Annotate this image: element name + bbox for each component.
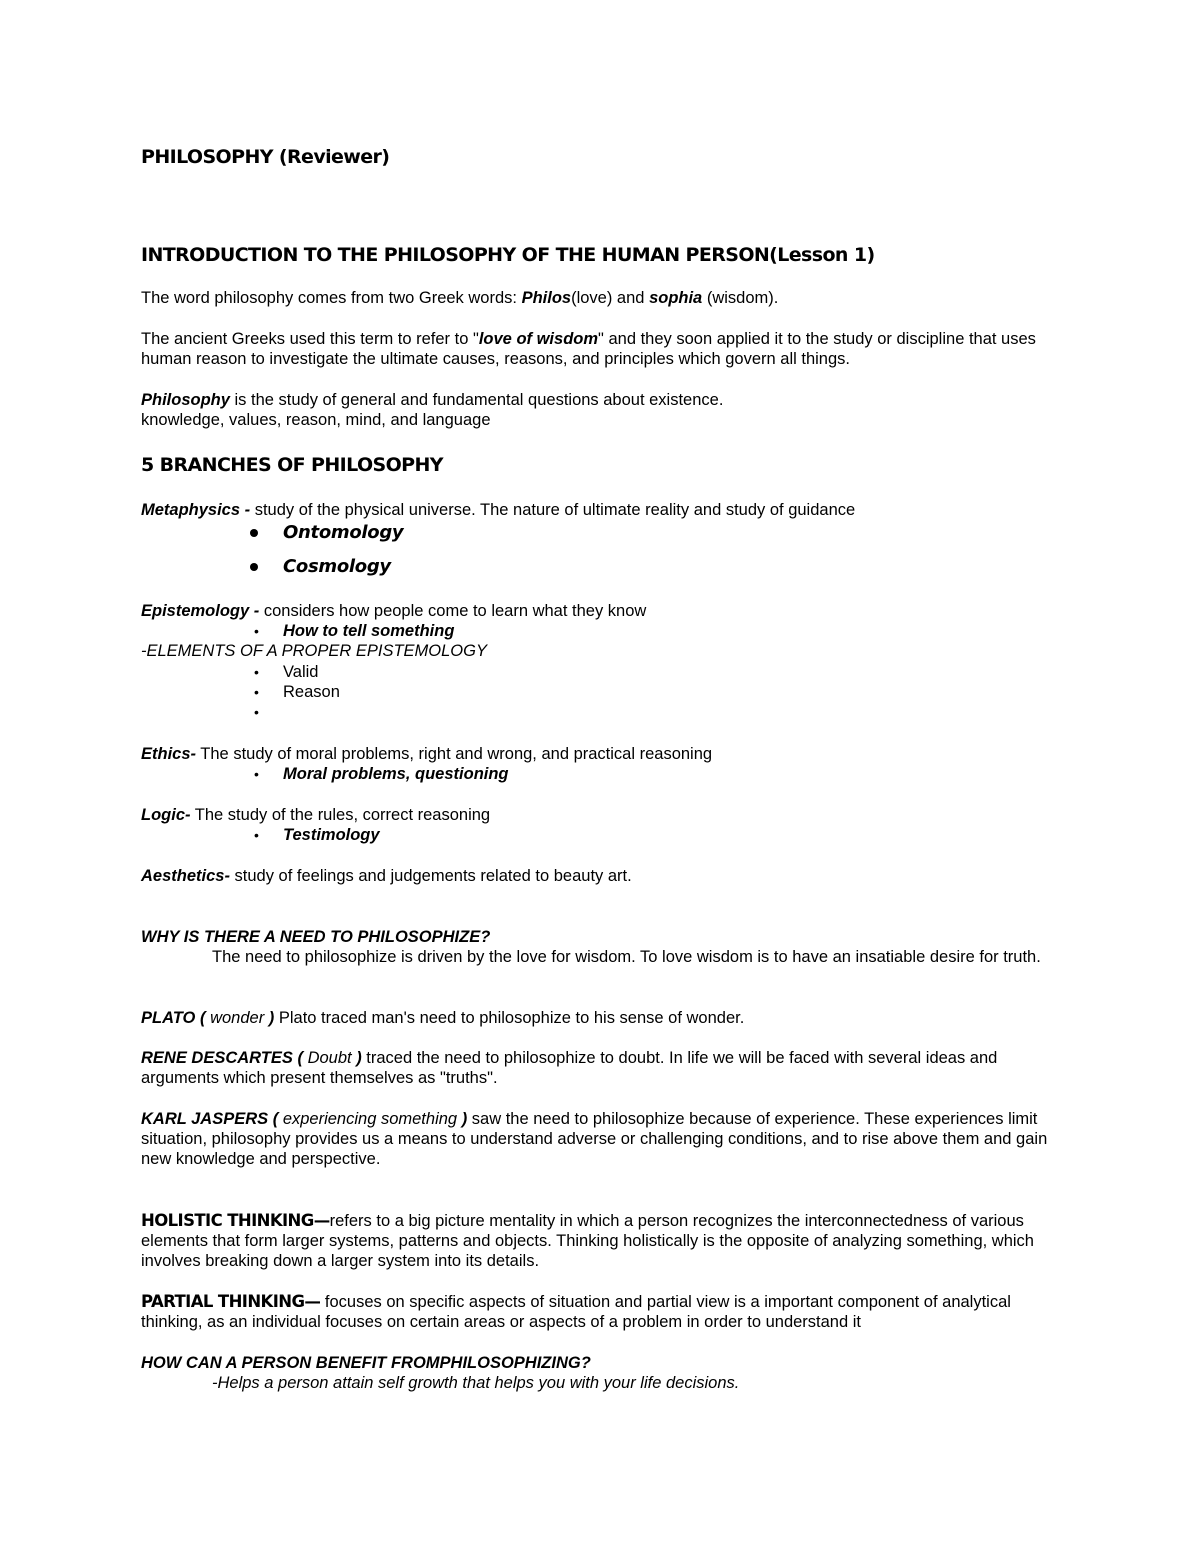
partial-paragraph xyxy=(141,1292,1066,1332)
why-text: The need to philosophize is driven by the love for wisdom. To love wisdom is to have an insatiable desire for truth. xyxy=(212,948,1041,966)
intro-text: The ancient Greeks used this term to refer to " xyxy=(141,330,479,348)
benefit-heading: HOW CAN A PERSON BENEFIT FROMPHILOSOPHIZING? xyxy=(141,1354,591,1372)
list-item xyxy=(250,702,650,722)
intro-text: (love) and xyxy=(571,289,650,307)
bullet-icon: • xyxy=(254,704,259,720)
descartes-paragraph xyxy=(141,1048,1066,1088)
list-item-text: Moral problems, questioning xyxy=(283,765,509,783)
term-philosophy: Philosophy xyxy=(141,391,230,409)
list-item-text: How to tell something xyxy=(283,622,455,640)
metaphysics-definition xyxy=(141,500,1066,520)
term-philos: Philos xyxy=(521,289,572,307)
paragraph-text: traced the need to philosophize to doubt. In life we will be faced with several ideas and arguments which present themselves as "truths". xyxy=(141,1049,998,1087)
paren-text: Doubt xyxy=(302,1049,357,1067)
list-item-text: Ontomology xyxy=(283,522,404,543)
definition-text: The study of the rules, correct reasoning xyxy=(190,806,491,824)
list-item-text: Testimology xyxy=(283,826,380,844)
bullet-icon: • xyxy=(254,664,259,680)
term-ethics: Ethics- xyxy=(141,745,197,763)
intro-paragraph-3 xyxy=(141,390,1066,430)
bullet-icon xyxy=(250,563,258,571)
why-heading: WHY IS THERE A NEED TO PHILOSOPHIZE? xyxy=(141,928,491,946)
document-title: PHILOSOPHY (Reviewer) xyxy=(141,146,390,168)
paragraph-text: Plato traced man's need to philosophize to his sense of wonder. xyxy=(274,1009,745,1027)
list-item xyxy=(250,662,650,682)
intro-text: (wisdom). xyxy=(702,289,779,307)
definition-text: considers how people come to learn what they know xyxy=(259,602,647,620)
list-item-text: Reason xyxy=(283,683,340,701)
list-item xyxy=(250,682,650,702)
paren-text: wonder xyxy=(205,1009,269,1027)
name-plato: PLATO ( xyxy=(141,1009,206,1027)
term-love-of-wisdom: love of wisdom xyxy=(478,330,599,348)
intro-text: knowledge, values, reason, mind, and language xyxy=(141,411,491,429)
list-item xyxy=(250,522,650,546)
term-holistic-thinking: HOLISTIC THINKING— xyxy=(141,1211,330,1230)
name-jaspers: KARL JASPERS ( xyxy=(141,1110,279,1128)
branches-heading: 5 BRANCHES OF PHILOSOPHY xyxy=(141,454,443,476)
paragraph-text: refers to a big picture mentality in which a person recognizes the interconnectedness of various elements that form larger systems, patterns and objects. Thinking holistically is the opposite of analyzing something, which involves breaking down a larger system into its details. xyxy=(141,1212,1034,1270)
paren-close: ) xyxy=(461,1110,468,1128)
jaspers-paragraph xyxy=(141,1109,1066,1169)
paren-text: experiencing something xyxy=(278,1110,462,1128)
list-item xyxy=(250,621,650,641)
bullet-icon: • xyxy=(254,827,259,843)
benefit-text: -Helps a person attain self growth that helps you with your life decisions. xyxy=(212,1374,740,1392)
intro-paragraph-2 xyxy=(141,329,1066,369)
holistic-paragraph xyxy=(141,1211,1066,1271)
term-sophia: sophia xyxy=(649,289,703,307)
elements-heading: -ELEMENTS OF A PROPER EPISTEMOLOGY xyxy=(141,642,487,660)
list-item xyxy=(250,556,650,580)
name-descartes: RENE DESCARTES ( xyxy=(141,1049,303,1067)
intro-text: " and they soon applied it to the study or discipline that uses human reason to investigate the ultimate causes, reasons, and principles which govern all things. xyxy=(141,330,1036,368)
ethics-definition xyxy=(141,744,1066,764)
definition-text: study of the physical universe. The nature of ultimate reality and study of guidance xyxy=(250,501,856,519)
plato-paragraph xyxy=(141,1008,1066,1028)
term-logic: Logic- xyxy=(141,806,191,824)
definition-text: The study of moral problems, right and wrong, and practical reasoning xyxy=(196,745,713,763)
bullet-icon: • xyxy=(254,623,259,639)
bullet-icon: • xyxy=(254,684,259,700)
list-item-text: Valid xyxy=(283,663,319,681)
lesson-heading: INTRODUCTION TO THE PHILOSOPHY OF THE HUMAN PERSON(Lesson 1) xyxy=(141,244,875,266)
list-item-text: Cosmology xyxy=(283,556,391,577)
aesthetics-definition xyxy=(141,866,1066,886)
list-item xyxy=(250,764,650,784)
definition-text: study of feelings and judgements related to beauty art. xyxy=(229,867,632,885)
paren-close: ) xyxy=(356,1049,362,1067)
term-aesthetics: Aesthetics- xyxy=(141,867,230,885)
paren-close: ) xyxy=(268,1009,275,1027)
intro-text: is the study of general and fundamental questions about existence. xyxy=(229,391,724,409)
paragraph-text: saw the need to philosophize because of experience. These experiences limit situation, philosophy provides us a means to understand adverse or challenging conditions, and to rise above them and gain new knowledge and perspective. xyxy=(141,1110,1048,1168)
bullet-icon: • xyxy=(254,766,259,782)
bullet-icon xyxy=(250,529,258,537)
term-partial-thinking: PARTIAL THINKING— xyxy=(141,1292,321,1311)
intro-paragraph-1 xyxy=(141,288,1066,308)
paragraph-text: focuses on specific aspects of situation and partial view is a important component of analytical thinking, as an individual focuses on certain areas or aspects of a problem in order to understand it xyxy=(141,1293,1011,1331)
logic-definition xyxy=(141,805,1066,825)
list-item xyxy=(250,825,650,845)
epistemology-definition xyxy=(141,601,1066,621)
term-epistemology: Epistemology - xyxy=(141,602,260,620)
term-metaphysics: Metaphysics - xyxy=(141,501,251,519)
intro-text: The word philosophy comes from two Greek words: xyxy=(141,289,522,307)
